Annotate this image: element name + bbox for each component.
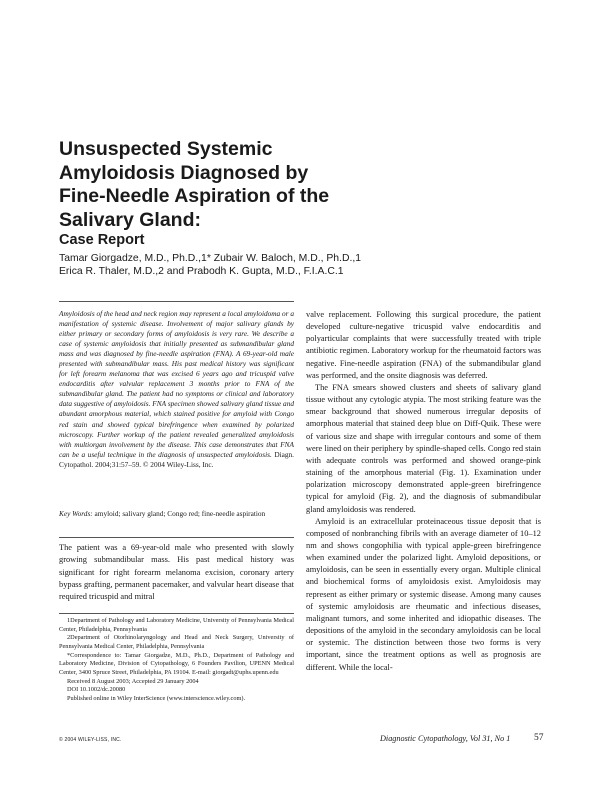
keywords bbox=[59, 509, 294, 519]
footnote-rule bbox=[59, 613, 294, 614]
abstract-text: Amyloidosis of the head and neck region may represent a local amyloidoma or a manifestation of systemic disease. Involvement of major salivary glands by either primary or secondary forms of amyloidosis is very rare. We describe a case of systemic amyloidosis that initially presented as submandibular gland mass and was diagnosed by fine-needle aspiration (FNA). A 69-year-old male presented with submandibular mass. His past medical history was significant for left forearm melanoma that was excised 6 years ago and tricuspid valve endocarditis after valvular replacement 3 months prior to FNA of the submandibular gland. The patient had no symptoms or clinical and laboratory data suggestive of amyloidosis. FNA specimen showed salivary gland tissue and abundant amorphous material, which stained positive for amyloid with Congo red stain and showed typical birefringence when examined by polarized microscopy. Further workup of the patient revealed generalized amyloidosis with multiorgan involvement by the disease. This case demonstrates that FNA can be a useful technique in the diagnosis of unsuspected amyloidosis. bbox=[59, 309, 294, 459]
footnote-published: Published online in Wiley InterScience (www.interscience.wiley.com). bbox=[67, 694, 246, 702]
page-number: 57 bbox=[534, 733, 544, 743]
article-title bbox=[59, 138, 379, 232]
footer-copyright: © 2004 WILEY-LISS, INC. bbox=[59, 737, 122, 743]
body-paragraph: The patient was a 69-year-old male who presented with slowly growing submandibular mass. His past medical history was significant for right forearm melanoma excision, coronary artery bypass grafting, permanent pacemaker, and valvular heart disease that required tricuspid and mitral bbox=[59, 543, 294, 602]
body-paragraph: Amyloid is an extracellular proteinaceous tissue deposit that is composed of nonbranching fibrils with an average diameter of 10–12 nm and shows congophilia with typical apple-green birefringence when examined under the polarized light. Amyloid depositions, or amyloidosis, can be seen in essentially every organ. Multiple clinical and biochemical forms of amyloidosis exist. Amyloidosis may represent as either primary or systemic disease. Among many causes of systemic amyloidosis are rheumatic and infectious diseases, malignant tumors, and some inherited and idiopathic diseases. The depositions of the amyloid in the secondary amyloidosis can be local or systemic. The distinction between those two forms is very important, since the treatment options as well as prognosis are different. While the local- bbox=[306, 516, 541, 672]
footnote-doi: DOI 10.1002/dc.20080 bbox=[67, 686, 126, 694]
author-list bbox=[59, 253, 499, 278]
abstract-copyright: © 2004 Wiley-Liss, Inc. bbox=[142, 459, 214, 469]
article-subtitle: Case Report bbox=[59, 232, 145, 248]
abstract-citation: Diagn. Cytopathol. 2004;31:57–59. bbox=[59, 449, 295, 469]
abstract bbox=[59, 309, 294, 470]
body-paragraph: The FNA smears showed clusters and sheets of salivary gland tissue without any cytologic atypia. The most striking feature was the smear background that showed numerous irregular deposits of amorphous material that stained deep blue on Diff-Quik. These were of various size and shape with irregular contours and some of them were lined on their periphery by spindle-shaped cells. Congo red stain with adequate controls was performed and showed orange-pink staining of the amorphous material (Fig. 1). Examination under polarization microscopy demonstrated apple-green birefringence typical for amyloid (Fig. 2), and the diagnosis of submandibular gland amyloidosis was rendered. bbox=[306, 382, 541, 514]
title-line: Amyloidosis Diagnosed by bbox=[59, 161, 309, 184]
title-line: Fine-Needle Aspiration of the bbox=[59, 185, 330, 207]
keywords-text: amyloid; salivary gland; Congo red; fine-needle aspiration bbox=[94, 509, 266, 518]
footnote-affiliation-2: 2Department of Otorhinolaryngology and Head and Neck Surgery, University of Pennsylvania Medical Center, Philadelphia, Pennsylvania bbox=[59, 634, 294, 650]
title-line: Salivary Gland: bbox=[59, 208, 201, 231]
body-text-left bbox=[59, 542, 294, 603]
footnote-affiliation-1: 1Department of Pathology and Laboratory Medicine, University of Pennsylvania Medical Center, Philadelphia, Pennsylvania bbox=[59, 617, 294, 633]
footnote-correspondence: *Correspondence to: Tamar Giorgadze, M.D., Ph.D., Department of Pathology and Laboratory Medicine, Division of Cytopathology, 6 Founders Pavilion, UPENN Medical Center, 3400 Spruce Street, Philadelphia, PA 19104. E-mail: giorgadt@uphs.upenn.edu bbox=[59, 651, 294, 676]
author-line: Tamar Giorgadze, M.D., Ph.D.,1* Zubair W. Baloch, M.D., Ph.D.,1 bbox=[59, 253, 362, 264]
footer-journal: Diagnostic Cytopathology, Vol 31, No 1 bbox=[380, 734, 511, 743]
footnotes bbox=[59, 617, 294, 704]
body-text-right bbox=[306, 309, 541, 674]
abstract-top-rule bbox=[59, 301, 294, 302]
abstract-bottom-rule bbox=[59, 537, 294, 538]
author-line: Erica R. Thaler, M.D.,2 and Prabodh K. Gupta, M.D., F.I.A.C.1 bbox=[59, 265, 344, 277]
body-paragraph: valve replacement. Following this surgical procedure, the patient developed culture-negative tricuspid valve endocarditis and polyarticular complaints that were successfully treated with triple antibiotic regimen. Laboratory workup for the rheumatoid factors was negative. Fine-needle aspiration (FNA) of the submandibular gland was performed, and the onsite diagnosis was deferred. bbox=[306, 310, 541, 380]
footnote-received: Received 8 August 2003; Accepted 29 January 2004 bbox=[67, 677, 199, 685]
keywords-label: Key Words: bbox=[59, 509, 93, 518]
title-line: Unsuspected Systemic bbox=[59, 138, 273, 160]
